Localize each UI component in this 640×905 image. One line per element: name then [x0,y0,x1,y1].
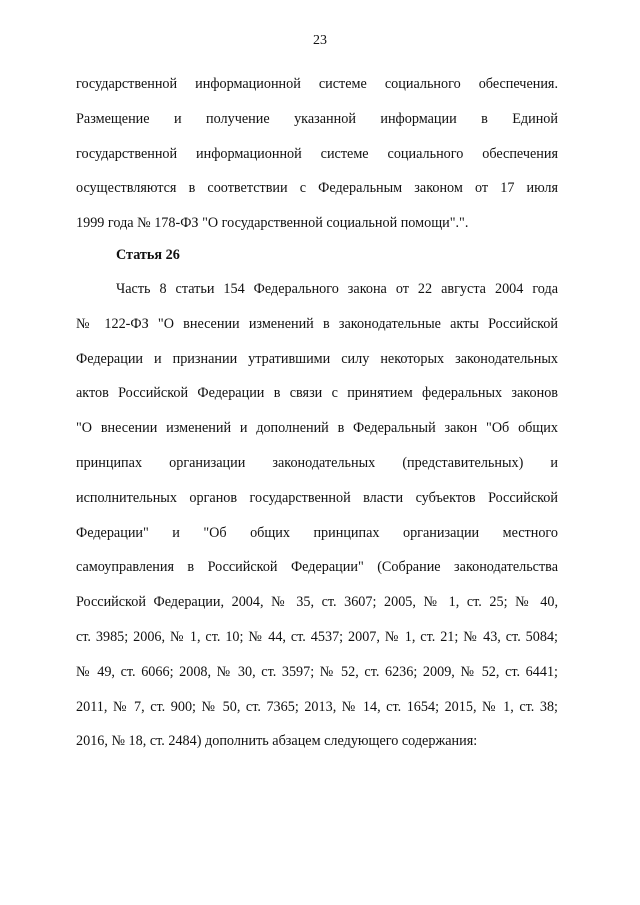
article-paragraph [76,272,558,759]
text-line: "О внесении изменений и дополнений в Федеральный закон "Об общих [76,420,558,437]
text-line: актов Российской Федерации в связи с принятием федеральных законов [76,385,558,402]
page-number: 23 [313,33,327,48]
text-line: Федерации" и "Об общих принципах организации местного [76,524,558,541]
paragraph-continuation [76,67,558,241]
text-line: принципах организации законодательных (представительных) и [76,454,558,471]
text-line: № 122-ФЗ "О внесении изменений в законодательные акты Российской [76,315,558,332]
text-line: Федерации и признании утратившими силу некоторых законодательных [76,350,558,367]
text-line: государственной информационной системе социального обеспечения. [76,76,558,92]
article-heading: Статья 26 [116,247,180,263]
text-line: № 49, ст. 6066; 2008, № 30, ст. 3597; № 52, ст. 6236; 2009, № 52, ст. 6441; [76,663,558,680]
text-line: 1999 года № 178-ФЗ "О государственной социальной помощи".". [76,215,469,232]
text-line: 2011, № 7, ст. 900; № 50, ст. 7365; 2013, № 14, ст. 1654; 2015, № 1, ст. 38; [76,698,558,715]
text-line: осуществляются в соответствии с Федеральным законом от 17 июля [76,180,558,197]
text-line: Размещение и получение указанной информации в Единой [76,110,558,127]
text-line: государственной информационной системе социального обеспечения [76,145,558,162]
text-line: Российской Федерации, 2004, № 35, ст. 3607; 2005, № 1, ст. 25; № 40, [76,594,558,611]
text-line: ст. 3985; 2006, № 1, ст. 10; № 44, ст. 4537; 2007, № 1, ст. 21; № 43, ст. 5084; [76,628,558,645]
text-line: самоуправления в Российской Федерации" (Собрание законодательства [76,559,558,576]
text-line: Часть 8 статьи 154 Федерального закона от 22 августа 2004 года [116,281,558,297]
text-line: 2016, № 18, ст. 2484) дополнить абзацем следующего содержания: [76,733,478,750]
text-line: исполнительных органов государственной власти субъектов Российской [76,489,558,506]
